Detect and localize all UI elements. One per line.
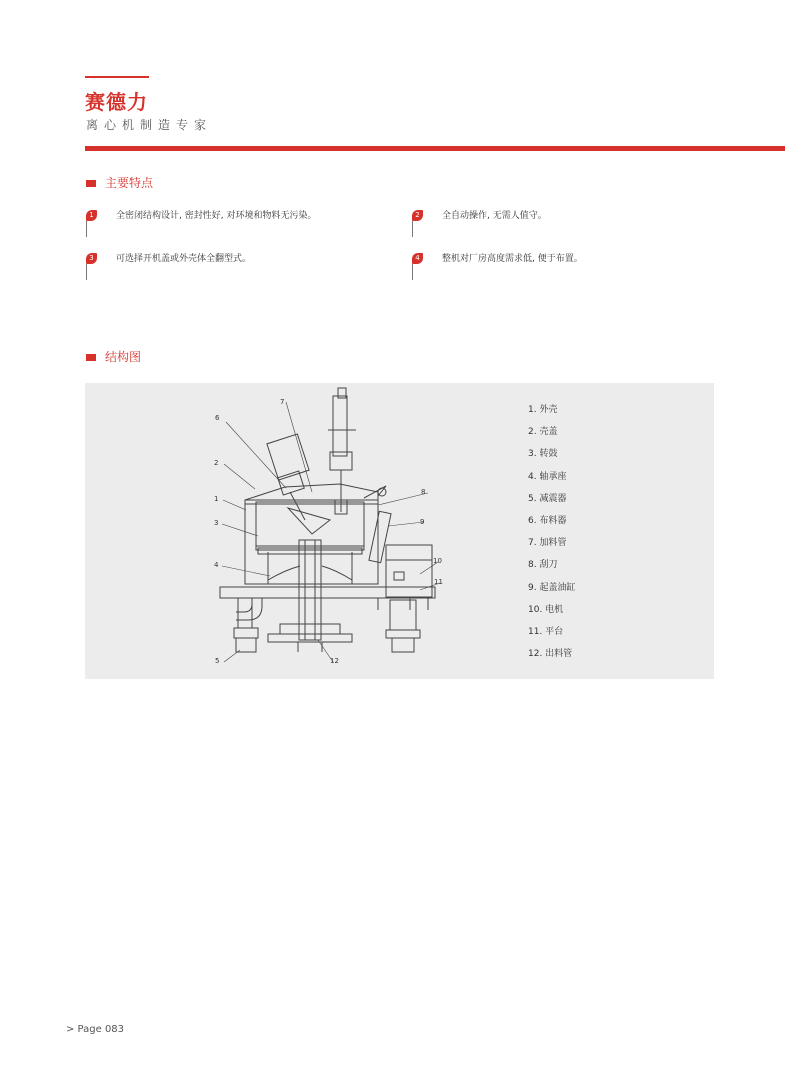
legend-item: 12. 出料管: [528, 649, 573, 660]
feature-text: 可选择开机盖或外壳体全翻型式。: [116, 254, 252, 264]
feature-number-badge: 2: [412, 210, 423, 221]
callout-8: 8: [421, 488, 426, 496]
legend-item: 6. 布料器: [528, 515, 567, 526]
brand-subtitle: 离心机制造专家: [86, 118, 213, 132]
legend-item: 3. 转鼓: [528, 449, 558, 460]
callout-10: 10: [433, 557, 442, 565]
callout-6: 6: [215, 414, 220, 422]
legend-item: 4. 轴承座: [528, 471, 567, 482]
feature-number-badge: 4: [412, 253, 423, 264]
callout-12: 12: [330, 657, 339, 665]
legend-item: 8. 刮刀: [528, 560, 558, 571]
callout-leaders: [222, 402, 440, 662]
legend-item: 7. 加料管: [528, 538, 567, 549]
legend-item: 9. 起盖油缸: [528, 582, 576, 593]
legend-item: 1. 外壳: [528, 405, 558, 415]
centrifuge-linework: [220, 388, 435, 652]
callout-1: 1: [214, 495, 219, 503]
page-number: > Page 083: [66, 1024, 125, 1035]
legend-item: 11. 平台: [528, 626, 564, 637]
callout-9: 9: [420, 518, 425, 526]
callout-5: 5: [215, 657, 220, 665]
structure-legend: [528, 403, 575, 669]
brand-title: 赛德力: [85, 90, 148, 114]
feature-number-badge: 1: [86, 210, 97, 221]
feature-text: 全自动操作, 无需人值守。: [442, 211, 547, 221]
callout-11: 11: [434, 578, 443, 586]
structure-heading-text: 结构图: [105, 350, 142, 364]
legend-item: 2. 壳盖: [528, 427, 558, 438]
callout-number-labels: [214, 398, 443, 665]
features-heading-text: 主要特点: [105, 176, 154, 190]
feature-number-badge: 3: [86, 253, 97, 264]
callout-7: 7: [280, 398, 285, 406]
feature-text: 整机对厂房高度需求低, 便于布置。: [442, 254, 583, 264]
callout-2: 2: [214, 459, 219, 467]
legend-item: 10. 电机: [528, 604, 564, 615]
callout-4: 4: [214, 561, 219, 569]
feature-text: 全密闭结构设计, 密封性好, 对环境和物料无污染。: [116, 211, 317, 221]
legend-item: 5. 减震器: [528, 493, 567, 504]
callout-3: 3: [214, 519, 219, 527]
